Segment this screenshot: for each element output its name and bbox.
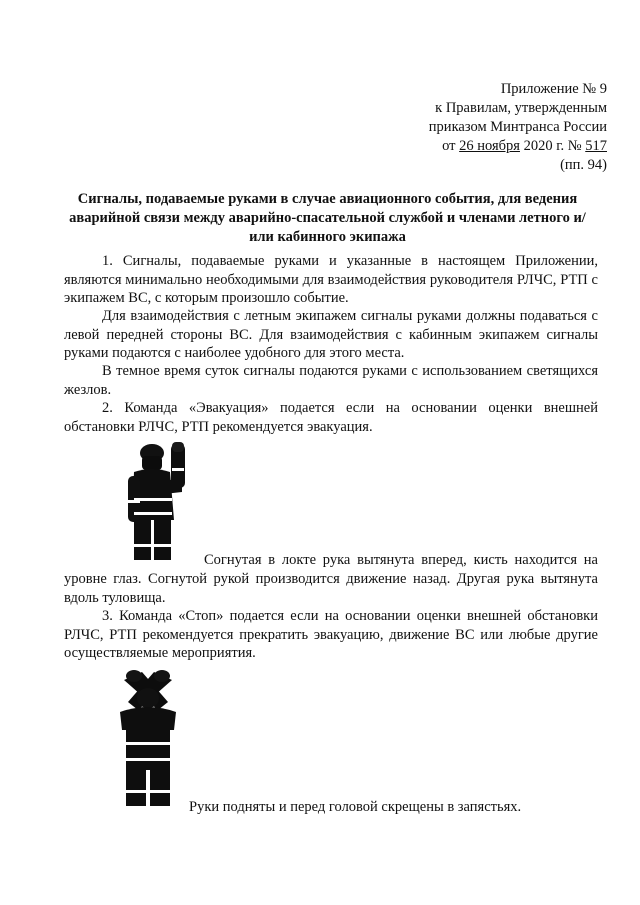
appendix-number: Приложение № 9 bbox=[500, 81, 607, 97]
evacuation-caption-first-line: Согнутая в локте рука вытянута вперед, кисть находится на bbox=[204, 552, 598, 568]
stop-signal-figure bbox=[112, 668, 184, 808]
paragraph-1: 1. Сигналы, подаваемые руками и указанные в настоящем Приложении, являются минимально необходимыми для взаимодействия руководителя РЛЧС, РТП с экипажем ВС, с которым произошло событие. bbox=[64, 253, 598, 306]
paragraph-4: 2. Команда «Эвакуация» подается если на основании оценки внешней обстановки РЛЧС, РТП рекомендуется эвакуация. bbox=[64, 400, 598, 435]
evacuation-caption-rest: уровне глаз. Согнутой рукой производится движение назад. Другая рука вытянута вдоль туловища. bbox=[64, 571, 598, 606]
document-title: Сигналы, подаваемые руками в случае авиационного события, для ведения аварийной связи между аварийно-спасательной службой и членами летного и/или кабинного экипажа bbox=[69, 191, 586, 245]
date-prefix: от bbox=[442, 138, 460, 154]
paragraph-3: В темное время суток сигналы подаются руками с использованием светящихся жезлов. bbox=[64, 363, 598, 398]
clause-reference: (пп. 94) bbox=[560, 157, 607, 173]
rules-reference: к Правилам, утвержденным bbox=[435, 100, 607, 116]
order-number: 517 bbox=[585, 138, 607, 154]
paragraph-2: Для взаимодействия с летным экипажем сигналы руками должны подаваться с левой передней стороны ВС. Для взаимодействия с кабинным экипажем сигналы руками подаются с наиболее удобного для этого места. bbox=[64, 308, 598, 361]
paragraph-5: 3. Команда «Стоп» подается если на основании оценки внешней обстановки РЛЧС, РТП рекомендуется прекратить эвакуацию, движение ВС или любые другие осуществляемые мероприятия. bbox=[64, 608, 598, 661]
order-day-month: 26 ноября bbox=[459, 138, 520, 154]
stop-caption: Руки подняты и перед головой скрещены в запястьях. bbox=[189, 799, 522, 815]
order-year: 2020 г. № bbox=[519, 138, 586, 154]
evacuation-signal-figure bbox=[120, 440, 192, 565]
ministry-order: приказом Минтранса России bbox=[428, 119, 607, 135]
appendix-header bbox=[429, 80, 607, 175]
order-date-line bbox=[429, 137, 607, 156]
